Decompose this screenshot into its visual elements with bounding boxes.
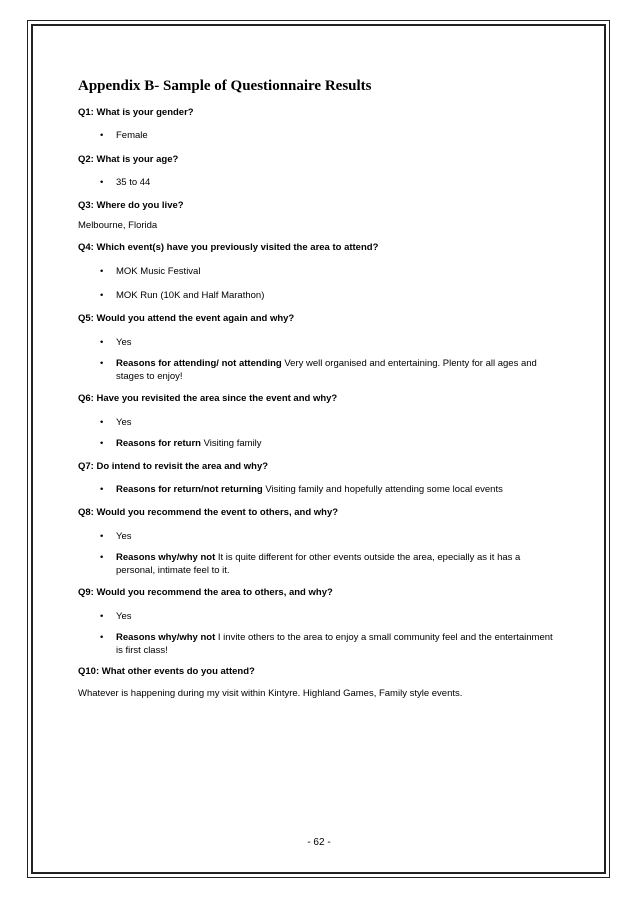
q8-reason-label: Reasons why/why not: [116, 552, 216, 563]
q9-reason-text: I invite others to the area to enjoy a small community feel and the entertainment is first class!: [116, 632, 553, 656]
q9-reason-label: Reasons why/why not: [116, 632, 216, 643]
bullet-icon: •: [100, 337, 104, 348]
question-5: Q5: Would you attend the event again and why?: [78, 313, 295, 324]
q4-answer-item: [100, 289, 560, 302]
q6-answer-item: [100, 416, 560, 429]
q7-reason-label: Reasons for return/not returning: [116, 484, 263, 495]
q6-reason-text: Visiting family: [203, 438, 262, 449]
q5-reason-item: [100, 357, 560, 383]
question-4: Q4: Which event(s) have you previously visited the area to attend?: [78, 242, 379, 253]
q3-answer-text: Melbourne, Florida: [78, 220, 158, 231]
q8-answer-item: [100, 530, 560, 543]
bullet-icon: •: [100, 130, 104, 141]
bullet-icon: •: [100, 632, 104, 643]
question-7: Q7: Do intend to revisit the area and why?: [78, 461, 269, 472]
question-8: Q8: Would you recommend the event to others, and why?: [78, 507, 339, 518]
q5-answer-item: [100, 336, 560, 349]
q8-reason-text: It is quite different for other events outside the area, epecially as it has a personal, intimate feel to it.: [116, 552, 521, 576]
bullet-icon: •: [100, 531, 104, 542]
q9-answer-item: [100, 610, 560, 623]
q9-reason-item: [100, 631, 560, 657]
q2-answer-text: 35 to 44: [116, 177, 151, 188]
q8-answer-text: Yes: [116, 531, 132, 542]
q4-answer-text: MOK Music Festival: [116, 266, 201, 277]
q4-answer-item: [100, 265, 560, 278]
appendix-title: Appendix B- Sample of Questionnaire Results: [78, 78, 372, 94]
question-9: Q9: Would you recommend the area to others, and why?: [78, 587, 333, 598]
q5-answer-text: Yes: [116, 337, 132, 348]
q9-answer-text: Yes: [116, 611, 132, 622]
q6-reason-label: Reasons for return: [116, 438, 201, 449]
q6-answer-text: Yes: [116, 417, 132, 428]
q5-reason-text: Very well organised and entertaining. Plenty for all ages and stages to enjoy!: [116, 358, 537, 382]
q7-reason-item: [100, 483, 560, 496]
q10-answer-text: Whatever is happening during my visit within Kintyre. Highland Games, Family style events.: [78, 688, 463, 699]
q8-reason-item: [100, 551, 560, 577]
bullet-icon: •: [100, 417, 104, 428]
q6-reason-item: [100, 437, 560, 450]
question-10: Q10: What other events do you attend?: [78, 666, 255, 677]
q1-answer-item: [100, 129, 560, 142]
bullet-icon: •: [100, 177, 104, 188]
bullet-icon: •: [100, 611, 104, 622]
question-1: Q1: What is your gender?: [78, 107, 194, 118]
bullet-icon: •: [100, 484, 104, 495]
question-2: Q2: What is your age?: [78, 154, 179, 165]
bullet-icon: •: [100, 266, 104, 277]
bullet-icon: •: [100, 290, 104, 301]
q1-answer-text: Female: [116, 130, 148, 141]
bullet-icon: •: [100, 358, 104, 369]
bullet-icon: •: [100, 438, 104, 449]
q5-reason-label: Reasons for attending/ not attending: [116, 358, 282, 369]
question-6: Q6: Have you revisited the area since the event and why?: [78, 393, 338, 404]
page-number: - 62 -: [307, 837, 331, 848]
q2-answer-item: [100, 176, 560, 189]
bullet-icon: •: [100, 552, 104, 563]
question-3: Q3: Where do you live?: [78, 200, 184, 211]
q7-reason-text: Visiting family and hopefully attending some local events: [265, 484, 503, 495]
q4-answer-text: MOK Run (10K and Half Marathon): [116, 290, 265, 301]
